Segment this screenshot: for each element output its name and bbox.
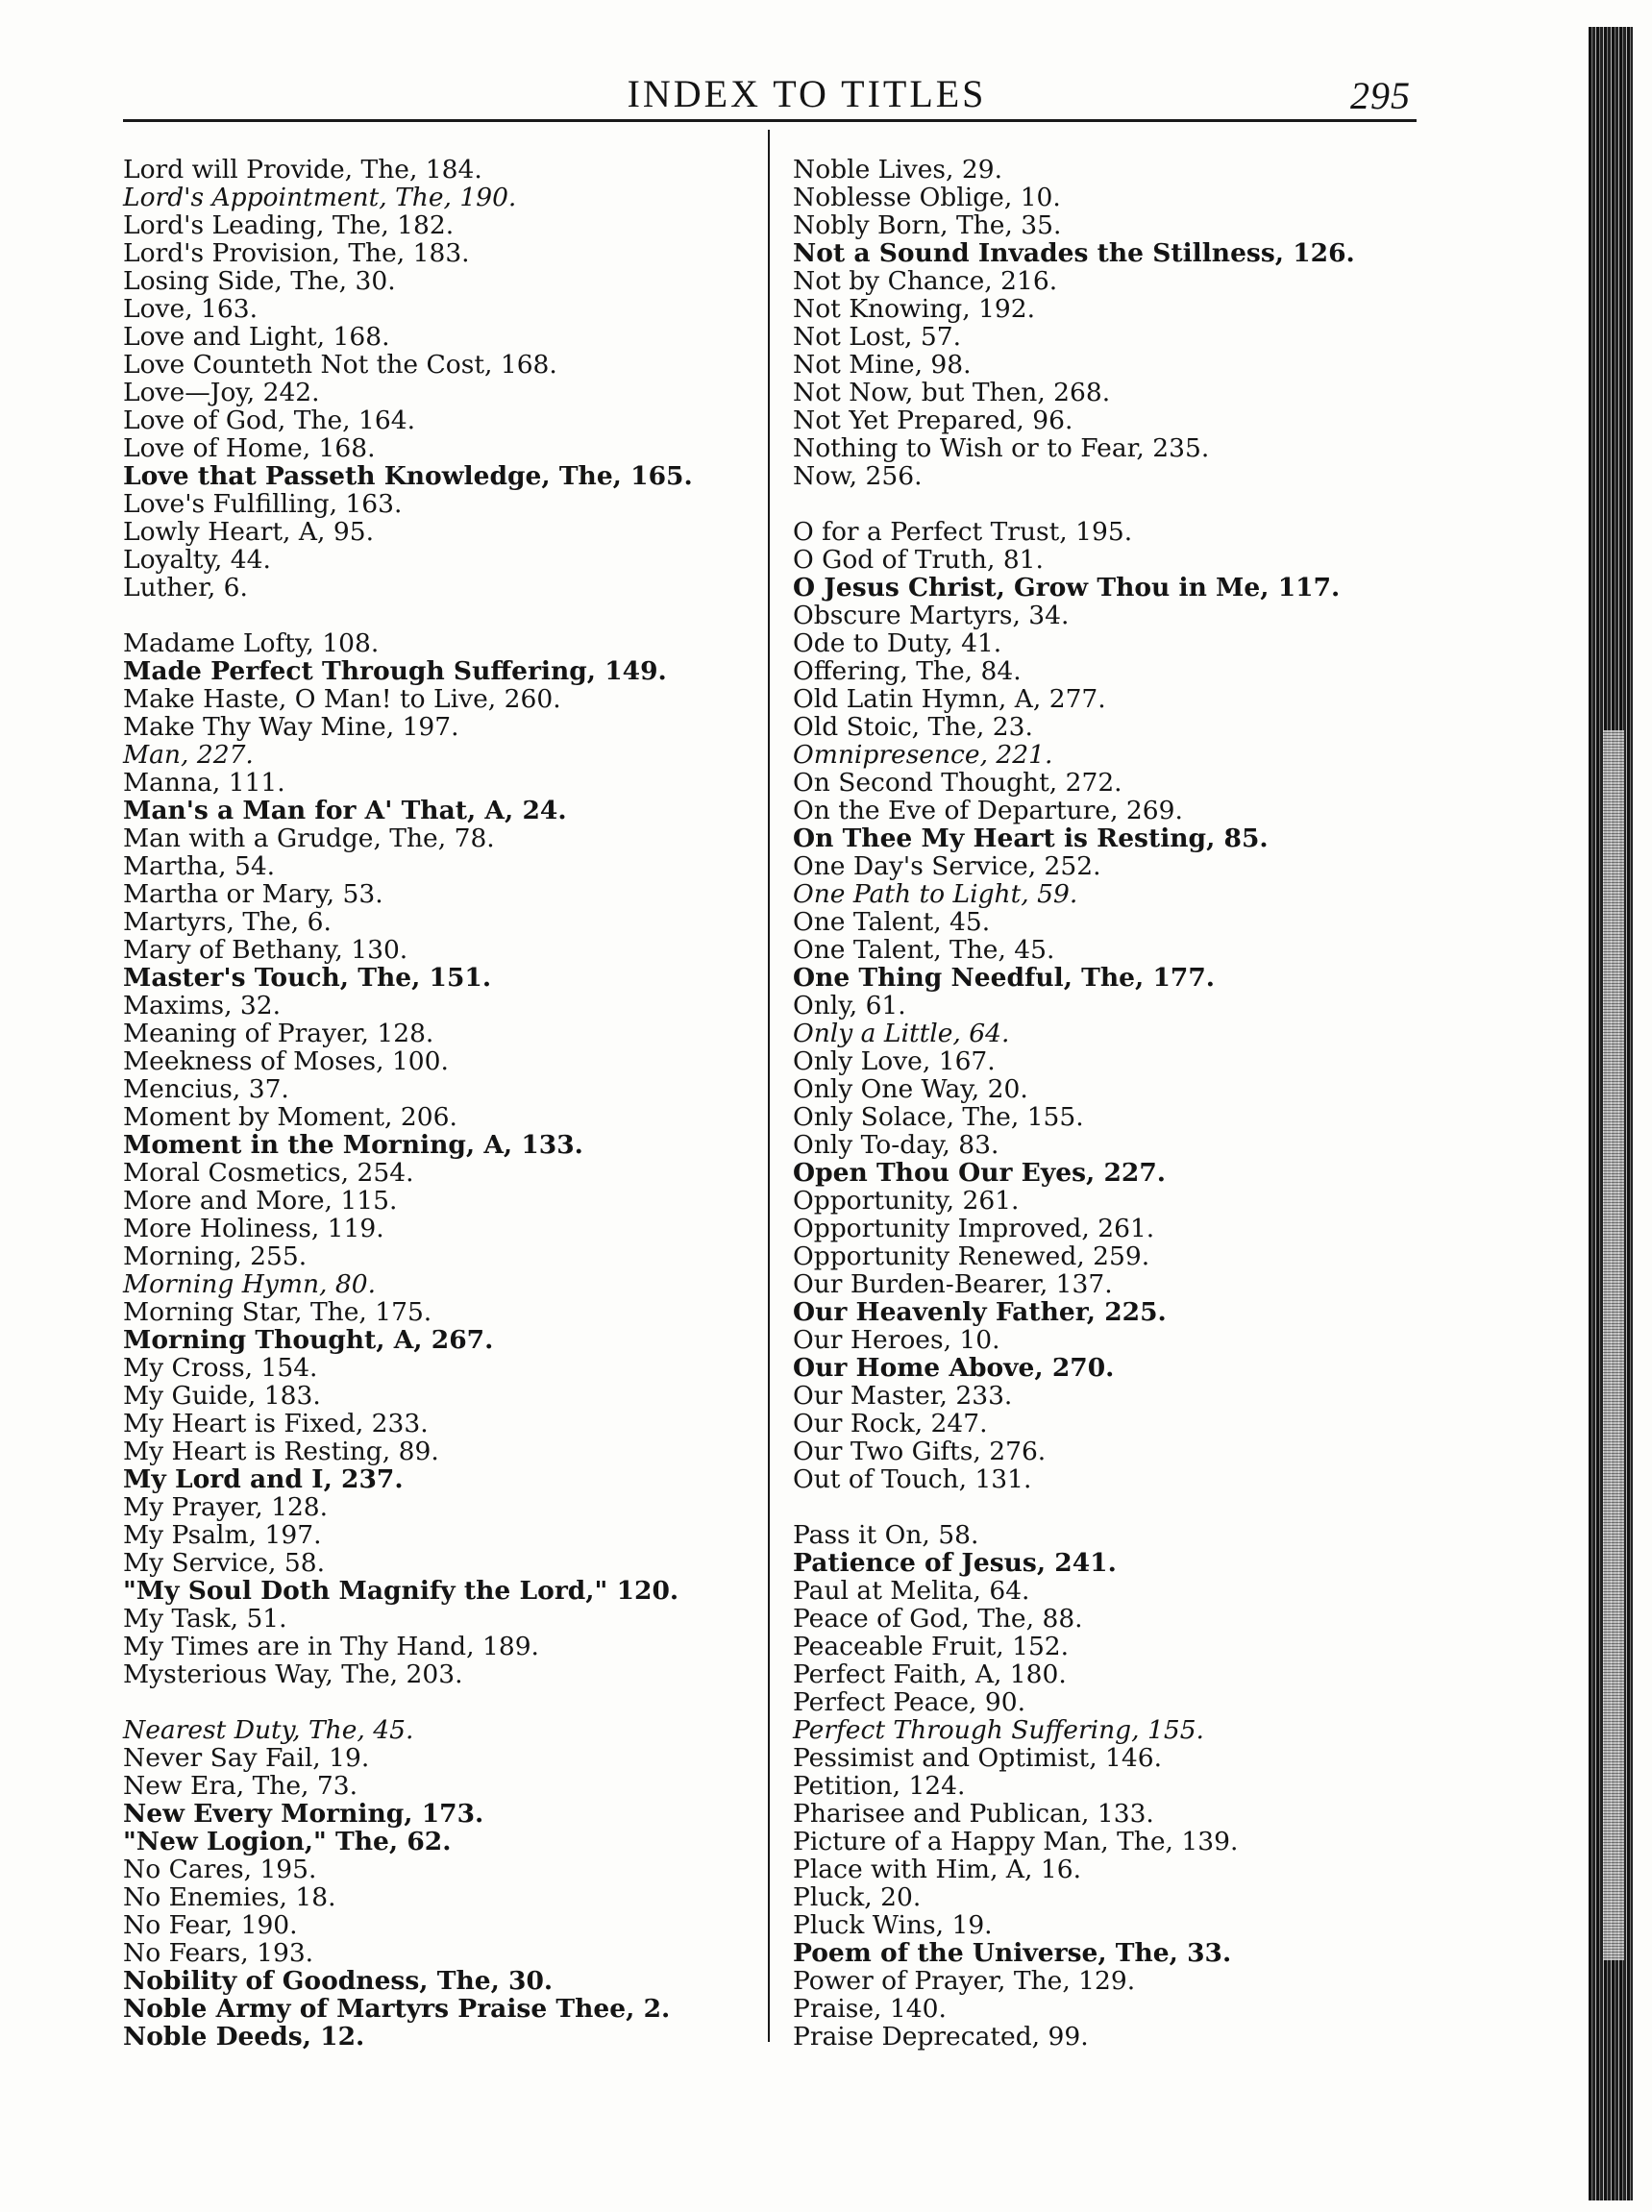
index-column-left <box>123 156 757 2051</box>
index-entry: Peaceable Fruit, 152. <box>793 1632 1070 1661</box>
index-entry: No Enemies, 18. <box>123 1882 336 1912</box>
index-entry: My Psalm, 197. <box>123 1520 322 1550</box>
index-entry: Opportunity, 261. <box>793 1186 1020 1216</box>
index-entry: Moment in the Morning, A, 133. <box>123 1130 583 1160</box>
index-entry: Not Knowing, 192. <box>793 294 1036 324</box>
index-entry: Open Thou Our Eyes, 227. <box>793 1158 1167 1188</box>
index-entry: Meekness of Moses, 100. <box>123 1046 449 1076</box>
index-entry: Noble Deeds, 12. <box>123 2022 365 2052</box>
index-entry: Only One Way, 20. <box>793 1074 1028 1104</box>
index-entry: My Times are in Thy Hand, 189. <box>123 1632 539 1661</box>
index-entry: Petition, 124. <box>793 1771 966 1801</box>
index-entry: Obscure Martyrs, 34. <box>793 601 1070 630</box>
index-entry: Our Home Above, 270. <box>793 1353 1115 1383</box>
letter-group-gap <box>123 1688 757 1716</box>
index-entry: Martyrs, The, 6. <box>123 907 332 937</box>
index-entry: Not Mine, 98. <box>793 350 972 380</box>
index-entry: Old Latin Hymn, A, 277. <box>793 684 1106 714</box>
index-entry: Love that Passeth Knowledge, The, 165. <box>123 461 693 491</box>
index-entry: Luther, 6. <box>123 573 248 602</box>
index-entry: Our Master, 233. <box>793 1381 1013 1411</box>
index-entry: Noblesse Oblige, 10. <box>793 183 1061 212</box>
index-entry: My Lord and I, 237. <box>123 1464 404 1494</box>
scan-edge-texture <box>1603 730 1624 1960</box>
index-entry: Morning, 255. <box>123 1241 308 1271</box>
index-entry: My Task, 51. <box>123 1604 287 1634</box>
index-entry: Make Thy Way Mine, 197. <box>123 712 459 742</box>
index-entry: Moral Cosmetics, 254. <box>123 1158 414 1188</box>
index-entry: On Thee My Heart is Resting, 85. <box>793 823 1269 853</box>
index-entry: Opportunity Renewed, 259. <box>793 1241 1150 1271</box>
index-entry: Love of Home, 168. <box>123 433 376 463</box>
index-entry: Love, 163. <box>123 294 259 324</box>
index-entry: Not by Chance, 216. <box>793 266 1058 296</box>
index-entry: New Era, The, 73. <box>123 1771 358 1801</box>
index-entry: "New Logion," The, 62. <box>123 1827 452 1856</box>
index-entry: More Holiness, 119. <box>123 1214 384 1243</box>
index-entry: Man with a Grudge, The, 78. <box>123 823 495 853</box>
index-entry: Moment by Moment, 206. <box>123 1102 457 1132</box>
index-entry: Opportunity Improved, 261. <box>793 1214 1155 1243</box>
index-entry: My Heart is Resting, 89. <box>123 1437 439 1466</box>
index-entry: O God of Truth, 81. <box>793 545 1044 575</box>
letter-group-gap <box>793 490 1413 518</box>
page-title: INDEX TO TITLES <box>627 72 987 115</box>
index-entry: Only To-day, 83. <box>793 1130 999 1160</box>
index-entry: Ode to Duty, 41. <box>793 628 1002 658</box>
index-entry: Not Lost, 57. <box>793 322 962 352</box>
index-entry: Mary of Bethany, 130. <box>123 935 408 965</box>
index-entry: Pessimist and Optimist, 146. <box>793 1743 1163 1773</box>
index-entry: Peace of God, The, 88. <box>793 1604 1083 1634</box>
index-entry: One Thing Needful, The, 177. <box>793 963 1216 993</box>
index-entry: Lord's Provision, The, 183. <box>123 238 470 268</box>
index-entry: Only Love, 167. <box>793 1046 996 1076</box>
index-entry: My Service, 58. <box>123 1548 325 1578</box>
index-entry: Out of Touch, 131. <box>793 1464 1032 1494</box>
index-entry: Our Two Gifts, 276. <box>793 1437 1047 1466</box>
index-entry: Love of God, The, 164. <box>123 406 416 435</box>
index-entry: Make Haste, O Man! to Live, 260. <box>123 684 561 714</box>
index-entry: Our Rock, 247. <box>793 1409 988 1438</box>
index-entry: Now, 256. <box>793 461 923 491</box>
index-entry: My Prayer, 128. <box>123 1492 329 1522</box>
index-entry: My Guide, 183. <box>123 1381 321 1411</box>
column-divider <box>768 130 770 2042</box>
index-entry: O for a Perfect Trust, 195. <box>793 517 1133 547</box>
letter-group-gap <box>123 602 757 629</box>
index-entry: Our Heavenly Father, 225. <box>793 1297 1167 1327</box>
index-entry: Perfect Faith, A, 180. <box>793 1659 1067 1689</box>
index-entry: Lowly Heart, A, 95. <box>123 517 374 547</box>
index-entry: Man, 227. <box>123 740 254 770</box>
index-entry: Morning Star, The, 175. <box>123 1297 432 1327</box>
index-entry: Love and Light, 168. <box>123 322 390 352</box>
index-entry: Noble Army of Martyrs Praise Thee, 2. <box>123 1994 671 2024</box>
index-entry: New Every Morning, 173. <box>123 1799 484 1829</box>
index-entry: Only Solace, The, 155. <box>793 1102 1084 1132</box>
index-entry: "My Soul Doth Magnify the Lord," 120. <box>123 1576 679 1606</box>
index-entry: Not a Sound Invades the Stillness, 126. <box>793 238 1355 268</box>
index-column-right <box>793 156 1413 2051</box>
index-entry: Patience of Jesus, 241. <box>793 1548 1117 1578</box>
index-entry: Morning Thought, A, 267. <box>123 1325 494 1355</box>
index-entry: Madame Lofty, 108. <box>123 628 380 658</box>
index-entry: Lord's Leading, The, 182. <box>123 210 455 240</box>
index-entry: Praise, 140. <box>793 1994 947 2024</box>
index-entry: Nobly Born, The, 35. <box>793 210 1062 240</box>
index-entry: Perfect Peace, 90. <box>793 1687 1026 1717</box>
index-entry: Nothing to Wish or to Fear, 235. <box>793 433 1210 463</box>
page-number: 295 <box>1350 74 1411 117</box>
index-entry: Master's Touch, The, 151. <box>123 963 492 993</box>
index-entry: One Day's Service, 252. <box>793 851 1101 881</box>
index-entry: Not Yet Prepared, 96. <box>793 406 1073 435</box>
index-entry: Mencius, 37. <box>123 1074 289 1104</box>
index-entry: Noble Lives, 29. <box>793 155 1003 184</box>
index-entry: Pluck, 20. <box>793 1882 922 1912</box>
index-entry: Our Burden-Bearer, 137. <box>793 1269 1113 1299</box>
letter-group-gap <box>793 1493 1413 1521</box>
index-entry: O Jesus Christ, Grow Thou in Me, 117. <box>793 573 1341 602</box>
index-entry: On the Eve of Departure, 269. <box>793 796 1183 825</box>
index-entry: Loyalty, 44. <box>123 545 271 575</box>
index-entry: Offering, The, 84. <box>793 656 1022 686</box>
index-entry: Losing Side, The, 30. <box>123 266 396 296</box>
index-entry: No Fear, 190. <box>123 1910 298 1940</box>
index-entry: One Talent, The, 45. <box>793 935 1055 965</box>
index-entry: Nearest Duty, The, 45. <box>123 1715 414 1745</box>
index-entry: Praise Deprecated, 99. <box>793 2022 1089 2052</box>
index-entry: Meaning of Prayer, 128. <box>123 1019 434 1048</box>
index-entry: Martha or Mary, 53. <box>123 879 383 909</box>
index-entry: Made Perfect Through Suffering, 149. <box>123 656 667 686</box>
index-entry: Morning Hymn, 80. <box>123 1269 377 1299</box>
index-entry: Pluck Wins, 19. <box>793 1910 993 1940</box>
index-entry: No Cares, 195. <box>123 1855 317 1884</box>
index-entry: One Path to Light, 59. <box>793 879 1078 909</box>
index-entry: Pass it On, 58. <box>793 1520 979 1550</box>
index-entry: Martha, 54. <box>123 851 276 881</box>
index-entry: Omnipresence, 221. <box>793 740 1053 770</box>
index-entry: No Fears, 193. <box>123 1938 314 1968</box>
index-entry: On Second Thought, 272. <box>793 768 1122 798</box>
index-entry: Pharisee and Publican, 133. <box>793 1799 1154 1829</box>
index-entry: Only a Little, 64. <box>793 1019 1010 1048</box>
index-entry: One Talent, 45. <box>793 907 991 937</box>
index-entry: More and More, 115. <box>123 1186 398 1216</box>
index-entry: Manna, 111. <box>123 768 285 798</box>
index-entry: Poem of the Universe, The, 33. <box>793 1938 1232 1968</box>
index-entry: Love Counteth Not the Cost, 168. <box>123 350 557 380</box>
index-entry: My Heart is Fixed, 233. <box>123 1409 429 1438</box>
index-entry: Mysterious Way, The, 203. <box>123 1659 463 1689</box>
index-entry: Old Stoic, The, 23. <box>793 712 1033 742</box>
index-entry: Lord will Provide, The, 184. <box>123 155 482 184</box>
index-entry: Man's a Man for A' That, A, 24. <box>123 796 567 825</box>
header-rule <box>123 119 1417 122</box>
index-entry: Power of Prayer, The, 129. <box>793 1966 1136 1996</box>
index-entry: Not Now, but Then, 268. <box>793 378 1111 407</box>
index-entry: Only, 61. <box>793 991 906 1020</box>
index-entry: Love—Joy, 242. <box>123 378 320 407</box>
index-entry: Picture of a Happy Man, The, 139. <box>793 1827 1239 1856</box>
index-entry: Maxims, 32. <box>123 991 282 1020</box>
index-entry: Lord's Appointment, The, 190. <box>123 183 517 212</box>
index-entry: Love's Fulfilling, 163. <box>123 489 403 519</box>
index-entry: Perfect Through Suffering, 155. <box>793 1715 1204 1745</box>
index-entry: Paul at Melita, 64. <box>793 1576 1030 1606</box>
index-entry: Never Say Fail, 19. <box>123 1743 370 1773</box>
index-entry: Place with Him, A, 16. <box>793 1855 1082 1884</box>
index-entry: My Cross, 154. <box>123 1353 318 1383</box>
index-entry: Our Heroes, 10. <box>793 1325 1000 1355</box>
index-entry: Nobility of Goodness, The, 30. <box>123 1966 554 1996</box>
